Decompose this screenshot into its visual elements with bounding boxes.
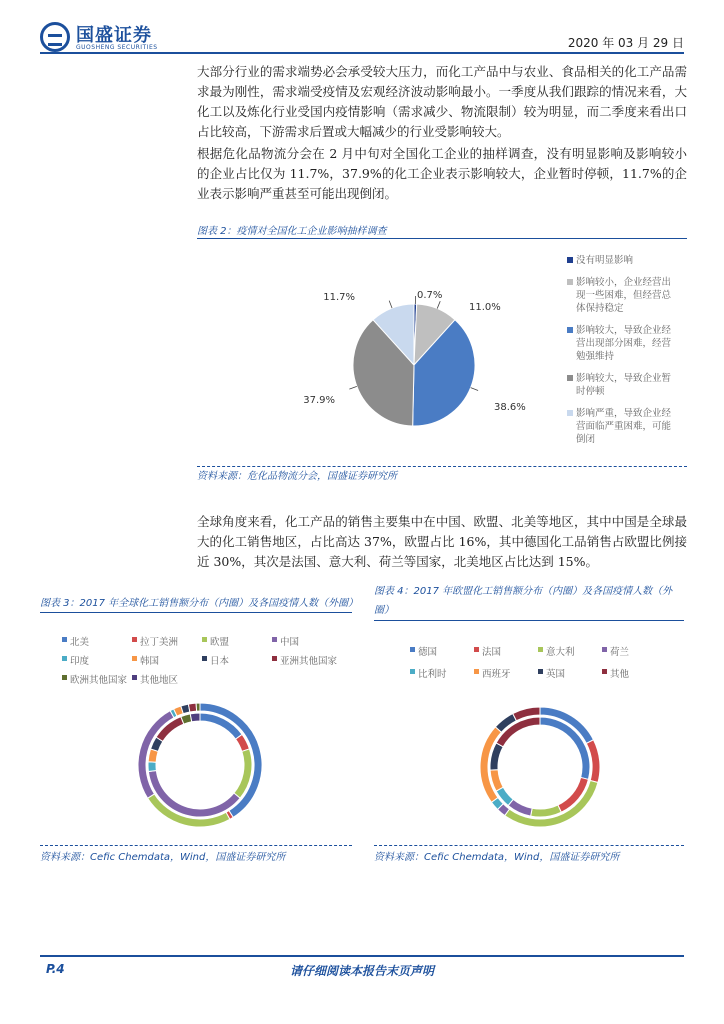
fig2-legend-item: [567, 254, 687, 267]
brand-logo: [40, 20, 180, 56]
fig3-legend-swatch: [132, 675, 137, 680]
fig4-title: [374, 582, 684, 620]
fig4-legend-text: 比利时: [418, 669, 447, 680]
fig2-legend-swatch: [567, 279, 573, 285]
fig4-legend-swatch: [538, 669, 543, 674]
fig2-leader-line-1: [437, 301, 440, 308]
fig2-top-rule: [197, 238, 687, 239]
fig3-legend-text: 韩国: [140, 656, 160, 667]
fig3-legend-item: [62, 653, 89, 667]
fig2-legend-item: [567, 276, 687, 315]
fig3-legend: [62, 634, 352, 690]
fig2-legend-text: 营出现部分困难，经营: [576, 338, 672, 349]
header-divider: [40, 52, 684, 54]
fig4-legend-item: [602, 666, 629, 680]
fig3-legend-text: 日本: [210, 656, 230, 667]
fig3-legend-item: [132, 672, 178, 686]
fig4-legend-text: 法国: [482, 647, 502, 658]
fig4-legend-item: [474, 644, 501, 658]
fig2-data-label-0: 0.7%: [417, 290, 443, 301]
fig2-legend-text: 勉强维持: [576, 351, 615, 362]
fig2-data-label-2: 38.6%: [494, 402, 526, 413]
fig3-bottom-rule: [40, 845, 352, 846]
fig3-top-rule: [40, 612, 352, 613]
page-number: P.4: [46, 962, 65, 976]
fig2-legend-text: 影响严重，导致企业经: [576, 408, 672, 419]
brand-logo-icon: [40, 22, 70, 52]
fig2-legend-text: 没有明显影响: [576, 255, 634, 266]
fig4-legend-swatch: [410, 647, 415, 652]
fig3-legend-text: 北美: [70, 637, 90, 648]
brand-en: GUOSHENG SECURITIES: [76, 44, 158, 51]
fig3-legend-swatch: [272, 656, 277, 661]
fig3-legend-swatch: [62, 656, 67, 661]
fig2-legend-text: 营面临严重困难，可能: [576, 421, 672, 432]
fig3-legend-swatch: [132, 656, 137, 661]
fig3-outer-slice-8: [196, 703, 200, 711]
fig3-donut-chart: [130, 700, 270, 830]
fig4-legend-text: 其他: [610, 669, 630, 680]
fig4-legend-item: [410, 666, 447, 680]
fig3-legend-text: 印度: [70, 656, 90, 667]
fig2-title: 图表 2：疫情对全国化工企业影响抽样调查: [197, 226, 387, 237]
fig4-legend-text: 德国: [418, 647, 438, 658]
paragraph-survey: 根据危化品物流分会在 2 月中旬对全国化工企业的抽样调查，没有明显影响及影响较小的企业占比仅为 11.7%，37.9%的化工企业表示影响较大，企业暂时停顿，11.7%的企业表示影响严重甚至可能出现倒闭。: [197, 146, 687, 201]
fig3-legend-text: 亚洲其他国家: [280, 656, 338, 667]
fig2-legend-text: 影响较大，导致企业经: [576, 325, 672, 336]
fig4-legend-item: [474, 666, 511, 680]
fig4-legend-text: 英国: [546, 669, 566, 680]
fig4-legend-swatch: [474, 669, 479, 674]
fig2-legend-item: [567, 324, 687, 363]
fig2-leader-line-3: [349, 386, 356, 389]
fig4-legend-item: [602, 644, 629, 658]
fig4-legend-swatch: [538, 647, 543, 652]
fig3-legend-text: 其他地区: [140, 675, 179, 686]
fig4-legend-swatch: [602, 669, 607, 674]
fig3-legend-swatch: [202, 656, 207, 661]
fig3-legend-item: [132, 634, 178, 648]
fig3-legend-swatch: [272, 637, 277, 642]
fig3-legend-item: [62, 634, 89, 648]
fig2-data-label-3: 37.9%: [303, 395, 335, 406]
fig2-legend-text: 体保持稳定: [576, 303, 624, 314]
fig4-source: 资料来源：Cefic Chemdata，Wind，国盛证券研究所: [374, 852, 620, 863]
fig3-legend-swatch: [62, 675, 67, 680]
fig3-legend-item: [62, 672, 127, 686]
fig4-legend-text: 意大利: [546, 647, 575, 658]
fig3-outer-slice-7: [188, 703, 196, 712]
fig3-title: 图表 3：2017 年全球化工销售额分布（内圈）及各国疫情人数（外圈）: [40, 598, 359, 609]
fig2-legend-text: 影响较大，导致企业暂: [576, 373, 672, 384]
fig3-legend-swatch: [202, 637, 207, 642]
fig4-legend-item: [538, 666, 565, 680]
fig2-legend-text: 现一些困难，但经营总: [576, 290, 672, 301]
fig3-inner-slice-9: [190, 713, 200, 722]
fig3-legend-item: [202, 653, 229, 667]
fig2-legend-text: 影响较小，企业经营出: [576, 277, 672, 288]
fig4-legend-swatch: [410, 669, 415, 674]
fig3-inner-slice-4: [148, 762, 156, 772]
fig4-bottom-rule: [374, 845, 684, 846]
fig2-leader-line-4: [389, 301, 392, 308]
fig2-legend-swatch: [567, 327, 573, 333]
fig3-legend-item: [202, 634, 229, 648]
fig2-legend-item: [567, 407, 687, 446]
fig3-legend-swatch: [132, 637, 137, 642]
fig4-donut-chart: [472, 702, 608, 832]
footer-disclaimer: 请仔细阅读本报告末页声明: [289, 964, 434, 978]
fig2-legend-item: [567, 372, 687, 398]
fig2-legend-text: 时停顿: [576, 386, 605, 397]
fig4-top-rule: [374, 620, 684, 621]
fig4-legend-text: 荷兰: [610, 647, 630, 658]
fig2-leader-line-2: [471, 388, 478, 391]
paragraph-demand: 大部分行业的需求端势必会承受较大压力，而化工产品中与农业、食品相关的化工产品需求最为刚性，需求端受疫情及宏观经济波动影响最小。一季度从我们跟踪的情况来看，大化工以及炼化行业受国内疫情影响（需求减少、物流限制）较为明显，而二季度来看出口占比较高，下游需求后置或大幅减少的行业受影响较大。: [197, 64, 687, 139]
footer-divider: [40, 955, 684, 957]
fig4-legend-item: [538, 644, 575, 658]
fig3-source: 资料来源：Cefic Chemdata，Wind，国盛证券研究所: [40, 852, 286, 863]
fig4-legend-item: [410, 644, 437, 658]
brand-name: 国盛证券: [76, 25, 152, 46]
fig4-legend-swatch: [474, 647, 479, 652]
fig3-legend-text: 欧盟: [210, 637, 230, 648]
fig2-legend-swatch: [567, 375, 573, 381]
fig3-legend-text: 欧洲其他国家: [70, 675, 128, 686]
fig4-legend-swatch: [602, 647, 607, 652]
fig3-legend-swatch: [62, 637, 67, 642]
fig2-data-label-4: 11.7%: [323, 292, 355, 303]
fig4-title-line1: 图表 4：2017 年欧盟化工销售额分布（内圈）及各国疫情人数（外: [374, 586, 673, 597]
paragraph-global: 全球角度来看，化工产品的销售主要集中在中国、欧盟、北美等地区，其中中国是全球最大的化工销售地区，占比高达 37%，欧盟占比 16%，其中德国化工品销售占欧盟比例接近 30%，其次是法国、意大利、荷兰等国家，北美地区占比达到 15%。: [197, 514, 687, 569]
fig2-legend: [567, 254, 687, 455]
fig2-legend-swatch: [567, 257, 573, 263]
fig4-legend: [410, 644, 680, 684]
fig2-data-label-1: 11.0%: [469, 302, 501, 313]
report-date: 2020 年 03 月 29 日: [567, 36, 684, 50]
fig2-source: 资料来源：危化品物流分会，国盛证券研究所: [197, 471, 397, 482]
fig3-legend-item: [272, 634, 299, 648]
fig2-legend-text: 倒闭: [576, 434, 596, 445]
fig3-legend-item: [132, 653, 159, 667]
fig4-inner-slice-2: [531, 805, 562, 817]
fig4-legend-text: 西班牙: [482, 669, 511, 680]
fig3-legend-text: 中国: [280, 637, 300, 648]
fig4-title-line2: 圈）: [374, 605, 394, 616]
fig3-legend-item: [272, 653, 337, 667]
fig2-legend-swatch: [567, 410, 573, 416]
fig3-legend-text: 拉丁美洲: [140, 637, 179, 648]
